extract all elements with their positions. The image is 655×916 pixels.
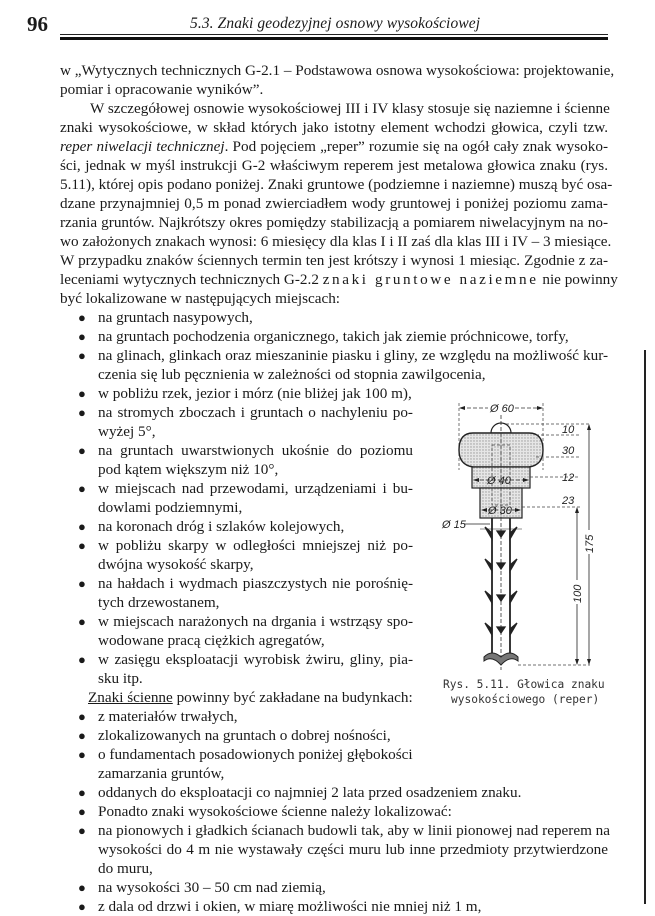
list-item: na pionowych i gładkich ścianach budowli tak, aby w linii pionowej nad reperem na [98,822,611,839]
paragraph-line: Znaki ścienne powinny być zakładane na budynkach: [88,689,413,706]
list-item-cont: tych drzewostanem, [98,594,220,611]
paragraph-line: w „Wytycznych technicznych G-2.1 – Podstawowa osnowa wysokościowa: projektowanie, [60,62,615,79]
paragraph-line: 5.11), której opis podano poniżej. Znaki gruntowe (podziemne i naziemne) muszą być osa- [60,176,613,193]
dim-total-height: 175 [584,534,596,553]
list-item: na hałdach i wydmach piaszczystych nie porośnię- [98,575,413,592]
bullet-icon: ● [78,576,86,591]
bullet-icon: ● [78,614,86,629]
list-item: w miejscach nad przewodami, urządzeniami i bu- [98,480,413,497]
list-item: na wysokości 30 – 50 cm nad ziemią, [98,879,326,896]
paragraph-line: być lokalizowane w następujących miejscach: [60,290,341,307]
list-item: z materiałów trwałych, [98,708,238,725]
bullet-icon: ● [78,880,86,895]
dim-head-height: 30 [562,445,575,457]
dim-dome-height: 10 [562,424,575,436]
list-item-cont: dwójna wysokość skarpy, [98,556,254,573]
bullet-icon: ● [78,899,86,914]
list-item: na glinach, glinkach oraz mieszaninie piasku i gliny, ze względu na możliwość kur- [98,347,608,364]
bullet-icon: ● [78,329,86,344]
underlined-term: Znaki ścienne [88,689,173,706]
scan-edge-shadow [644,350,646,904]
list-item: w miejscach narażonych na drgania i wstrząsy spo- [98,613,413,630]
dim-neck-height: 23 [562,495,575,507]
list-item-cont: pod kątem większym niż 10°, [98,461,279,478]
dim-head-diameter: Ø 60 [490,403,514,415]
list-item: z dala od drzwi i okien, w miarę możliwości nie mniej niż 1 m, [98,898,482,915]
spaced-emphasis: znaki gruntowe naziemne [322,271,539,288]
list-item-cont: do muru, [98,860,153,877]
paragraph-line: reper niwelacji technicznej. Pod pojęciem „reper” rozumie się na ogół cały znak wysoko- [60,138,608,155]
list-item-cont: wodowane pracą ciężkich agregatów, [98,632,325,649]
list-item: na gruntach uwarstwionych ukośnie do poziomu [98,442,413,459]
header-rule-thick [60,37,608,40]
dim-collar-height: 12 [562,472,575,484]
dim-rod-diameter: Ø 15 [442,519,466,531]
list-item: na stromych zboczach i gruntach o nachyleniu po- [98,404,413,421]
list-item: w zasięgu eksploatacji wyrobisk żwiru, gliny, pia- [98,651,413,668]
paragraph-line: W przypadku znaków ściennych termin ten jest krótszy i wynosi 1 miesiąc. Zgodnie z za- [60,252,608,269]
bullet-icon: ● [78,386,86,401]
bullet-icon: ● [78,443,86,458]
bullet-icon: ● [78,481,86,496]
bullet-icon: ● [78,785,86,800]
list-item: na koronach dróg i szlaków kolejowych, [98,518,345,535]
paragraph-line: ści, jednak w myśl instrukcji G-2 właściwym reperem jest metalowa głowica znaku (rys. [60,157,608,174]
list-item: o fundamentach posadowionych poniżej głębokości [98,746,413,763]
paragraph-line: pomiar i opracowanie wyników”. [60,81,264,98]
figure-caption-line2: wysokościowego (reper) [451,693,600,706]
list-item: w pobliżu rzek, jezior i mórz (nie bliżej jak 100 m), [98,385,412,402]
page-number: 96 [27,12,48,36]
figure-caption-line1: Rys. 5.11. Głowica znaku [443,678,605,691]
list-item-cont: czenia się lub pęcznienia w zależności od stopnia zawilgocenia, [98,366,486,383]
bullet-icon: ● [78,519,86,534]
benchmark-head-drawing [440,395,620,675]
paragraph-line: leceniami wytycznych technicznych G-2.2 znaki gruntowe naziemne nie powinny [60,271,618,288]
list-item-cont: sku itp. [98,670,143,687]
dim-rod-height: 100 [572,584,584,603]
bullet-icon: ● [78,747,86,762]
paragraph-line: dzane przynajmniej 0,5 m ponad zwierciadłem wody gruntowej i poniżej poziomu zama- [60,195,608,212]
list-item: na gruntach nasypowych, [98,309,253,326]
running-title: 5.3. Znaki geodezyjnej osnowy wysokościowej [190,15,481,32]
paragraph-line: W szczegółowej osnowie wysokościowej III i IV klasy stosuje się naziemne i ścienne [90,100,610,117]
list-item-cont: zamarzania gruntów, [98,765,225,782]
dim-collar-diameter: Ø 40 [487,475,511,487]
paragraph-line: rzania gruntów. Najkrótszy okres pomiędzy stabilizacją a pomiarem niwelacyjnym na no- [60,214,608,231]
bullet-icon: ● [78,823,86,838]
header-rule-thin [60,34,608,35]
italic-term: reper niwelacji technicznej [60,138,225,155]
bullet-icon: ● [78,310,86,325]
bullet-icon: ● [78,538,86,553]
list-item-cont: wysokości do 4 m nie wystawały części muru lub inne przedmioty przytwierdzone [98,841,608,858]
bullet-icon: ● [78,728,86,743]
bullet-icon: ● [78,405,86,420]
paragraph-line: znaki wysokościowe, w skład których jako istotny element wchodzi głowica, czyli tzw. [60,119,608,136]
list-item-cont: wyżej 5°, [98,423,156,440]
bullet-icon: ● [78,804,86,819]
bullet-icon: ● [78,709,86,724]
list-item: zlokalizowanych na gruntach o dobrej nośności, [98,727,391,744]
bullet-icon: ● [78,348,86,363]
list-item: na gruntach pochodzenia organicznego, takich jak ziemie próchnicowe, torfy, [98,328,569,345]
list-item: oddanych do eksploatacji co najmniej 2 lata przed osadzeniem znaku. [98,784,522,801]
list-item: w pobliżu skarpy w odległości mniejszej niż po- [98,537,413,554]
bullet-icon: ● [78,652,86,667]
list-item: Ponadto znaki wysokościowe ścienne należy lokalizować: [98,803,452,820]
dim-neck-diameter: Ø 30 [488,505,512,517]
paragraph-line: wo założonych znakach wynosi: 6 miesięcy dla klas I i II zaś dla klas III i IV – 3 miesiące. [60,233,612,250]
list-item-cont: dowlami podziemnymi, [98,499,243,516]
